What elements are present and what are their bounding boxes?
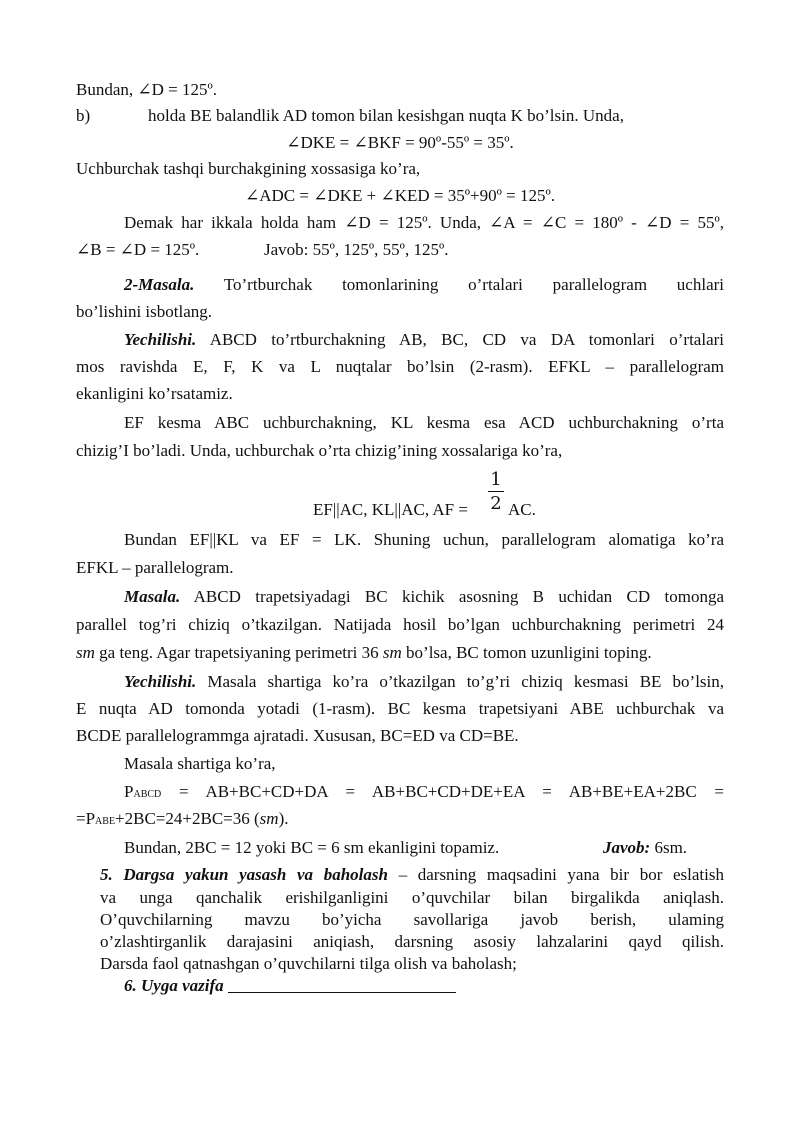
solution-heading (124, 672, 724, 692)
solution-text: Masala shartiga ko’ra o’tkazilgan to’g’ri chiziq kesmasi BE bo’lsin, (207, 672, 725, 691)
fraction-denominator: 2 (490, 493, 502, 514)
problem-text: To’rtburchak tomonlarining o’rtalari parallelogram uchlari (223, 275, 724, 294)
text-line: Darsda faol qatnashgan o’quvchilarni tilga olish va baholash; (100, 954, 517, 973)
text-line: EF kesma ABC uchburchakning, KL kesma esa ACD uchburchakning o’rta (124, 413, 724, 432)
text-line: BCDE parallelogrammga ajratadi. Xususan, BC=ED va CD=BE. (76, 726, 519, 745)
answer-blank-line (228, 976, 456, 993)
text-line: mos ravishda E, F, K va L nuqtalar bo’lsin (2-rasm). EFKL – parallelogram (76, 357, 724, 376)
text-line: ∠B = ∠D = 125º. (76, 240, 200, 259)
problem-heading (124, 587, 724, 607)
text-line: Uchburchak tashqi burchakgining xossasiga ko’ra, (76, 159, 421, 178)
solution-text: ABCD to’rtburchakning AB, BC, CD va DA tomonlari o’rtalari (209, 330, 724, 349)
section-heading: 5. Dargsa yakun yasash va baholash – darsning maqsadini yana bir bor eslatish (100, 865, 724, 884)
text-line: sm ga teng. Agar trapetsiyaning perimetri 36 sm bo’lsa, BC tomon uzunligini toping. (76, 643, 652, 662)
problem-label: 2-Masala. (124, 275, 195, 294)
problem-label: Masala. (124, 587, 181, 606)
text-line: Bundan, ∠D = 125º. (76, 80, 218, 99)
text-line: Masala shartiga ko’ra, (124, 754, 276, 773)
equation: PABCD = AB+BC+CD+DA = AB+BC+CD+DE+EA = AB+BE+EA+2BC = (124, 782, 725, 801)
text-line: E nuqta AD tomonda yotadi (1-rasm). BC kesma trapetsiyani ABE uchburchak va (76, 699, 724, 718)
fraction (488, 470, 504, 514)
section-heading (124, 976, 456, 996)
equation: ∠DKE = ∠BKF = 90º-55º = 35º. (286, 133, 514, 152)
text-line: Bundan EF||KL va EF = LK. Shuning uchun, parallelogram alomatiga ko’ra (124, 530, 724, 549)
text-line: bo’lishini isbotlang. (76, 302, 212, 321)
solution-heading (124, 330, 724, 350)
text-line: EFKL – parallelogram. (76, 558, 234, 577)
section-label: 6. Uyga vazifa (124, 976, 224, 995)
text-line: parallel tog’ri chiziq o’tkazilgan. Natijada hosil bo’lgan uchburchakning perimetri 24 (76, 615, 724, 634)
text-line: Demak har ikkala holda ham ∠D = 125º. Unda, ∠A = ∠C = 180º - ∠D = 55º, (124, 213, 724, 232)
equation: =PABE+2BC=24+2BC=36 (sm). (76, 809, 289, 828)
text-line: o’zlashtirganlik darajasini aniqiash, darsning asosiy lahzalarini qayd qilish. (100, 932, 724, 951)
section-label: 5. Dargsa yakun yasash va baholash (100, 865, 388, 884)
text-line: Bundan, 2BC = 12 yoki BC = 6 sm ekanligini topamiz. (124, 838, 500, 857)
problem-text: ABCD trapetsiyadagi BC kichik asosning B uchidan CD tomonga (193, 587, 725, 606)
answer-line: Javob: 55º, 125º, 55º, 125º. (264, 240, 449, 259)
text-line: holda BE balandlik AD tomon bilan kesishgan nuqta K bo’lsin. Unda, (148, 106, 624, 125)
equation: ∠ADC = ∠DKE + ∠KED = 35º+90º = 125º. (244, 186, 555, 205)
solution-label: Yechilishi. (124, 672, 197, 691)
equation-end: AC. (508, 500, 536, 519)
fraction-numerator: 1 (490, 469, 502, 490)
list-marker: b) (76, 106, 91, 125)
answer-line: Javob: 6sm. (603, 838, 688, 857)
equation: EF||AC, KL||AC, AF = (313, 500, 468, 519)
solution-label: Yechilishi. (124, 330, 197, 349)
text-line: va unga qanchalik erishilganligini o’quvchilar bilan birgalikda aniqlash. (100, 888, 724, 907)
problem-heading (124, 275, 724, 295)
text-line: O’quvchilarning mavzu bo’yicha savollariga javob berish, ulaming (100, 910, 724, 929)
text-line: chizig’I bo’ladi. Unda, uchburchak o’rta chizig’ining xossalariga ko’ra, (76, 441, 563, 460)
text-line: ekanligini ko’rsatamiz. (76, 384, 233, 403)
